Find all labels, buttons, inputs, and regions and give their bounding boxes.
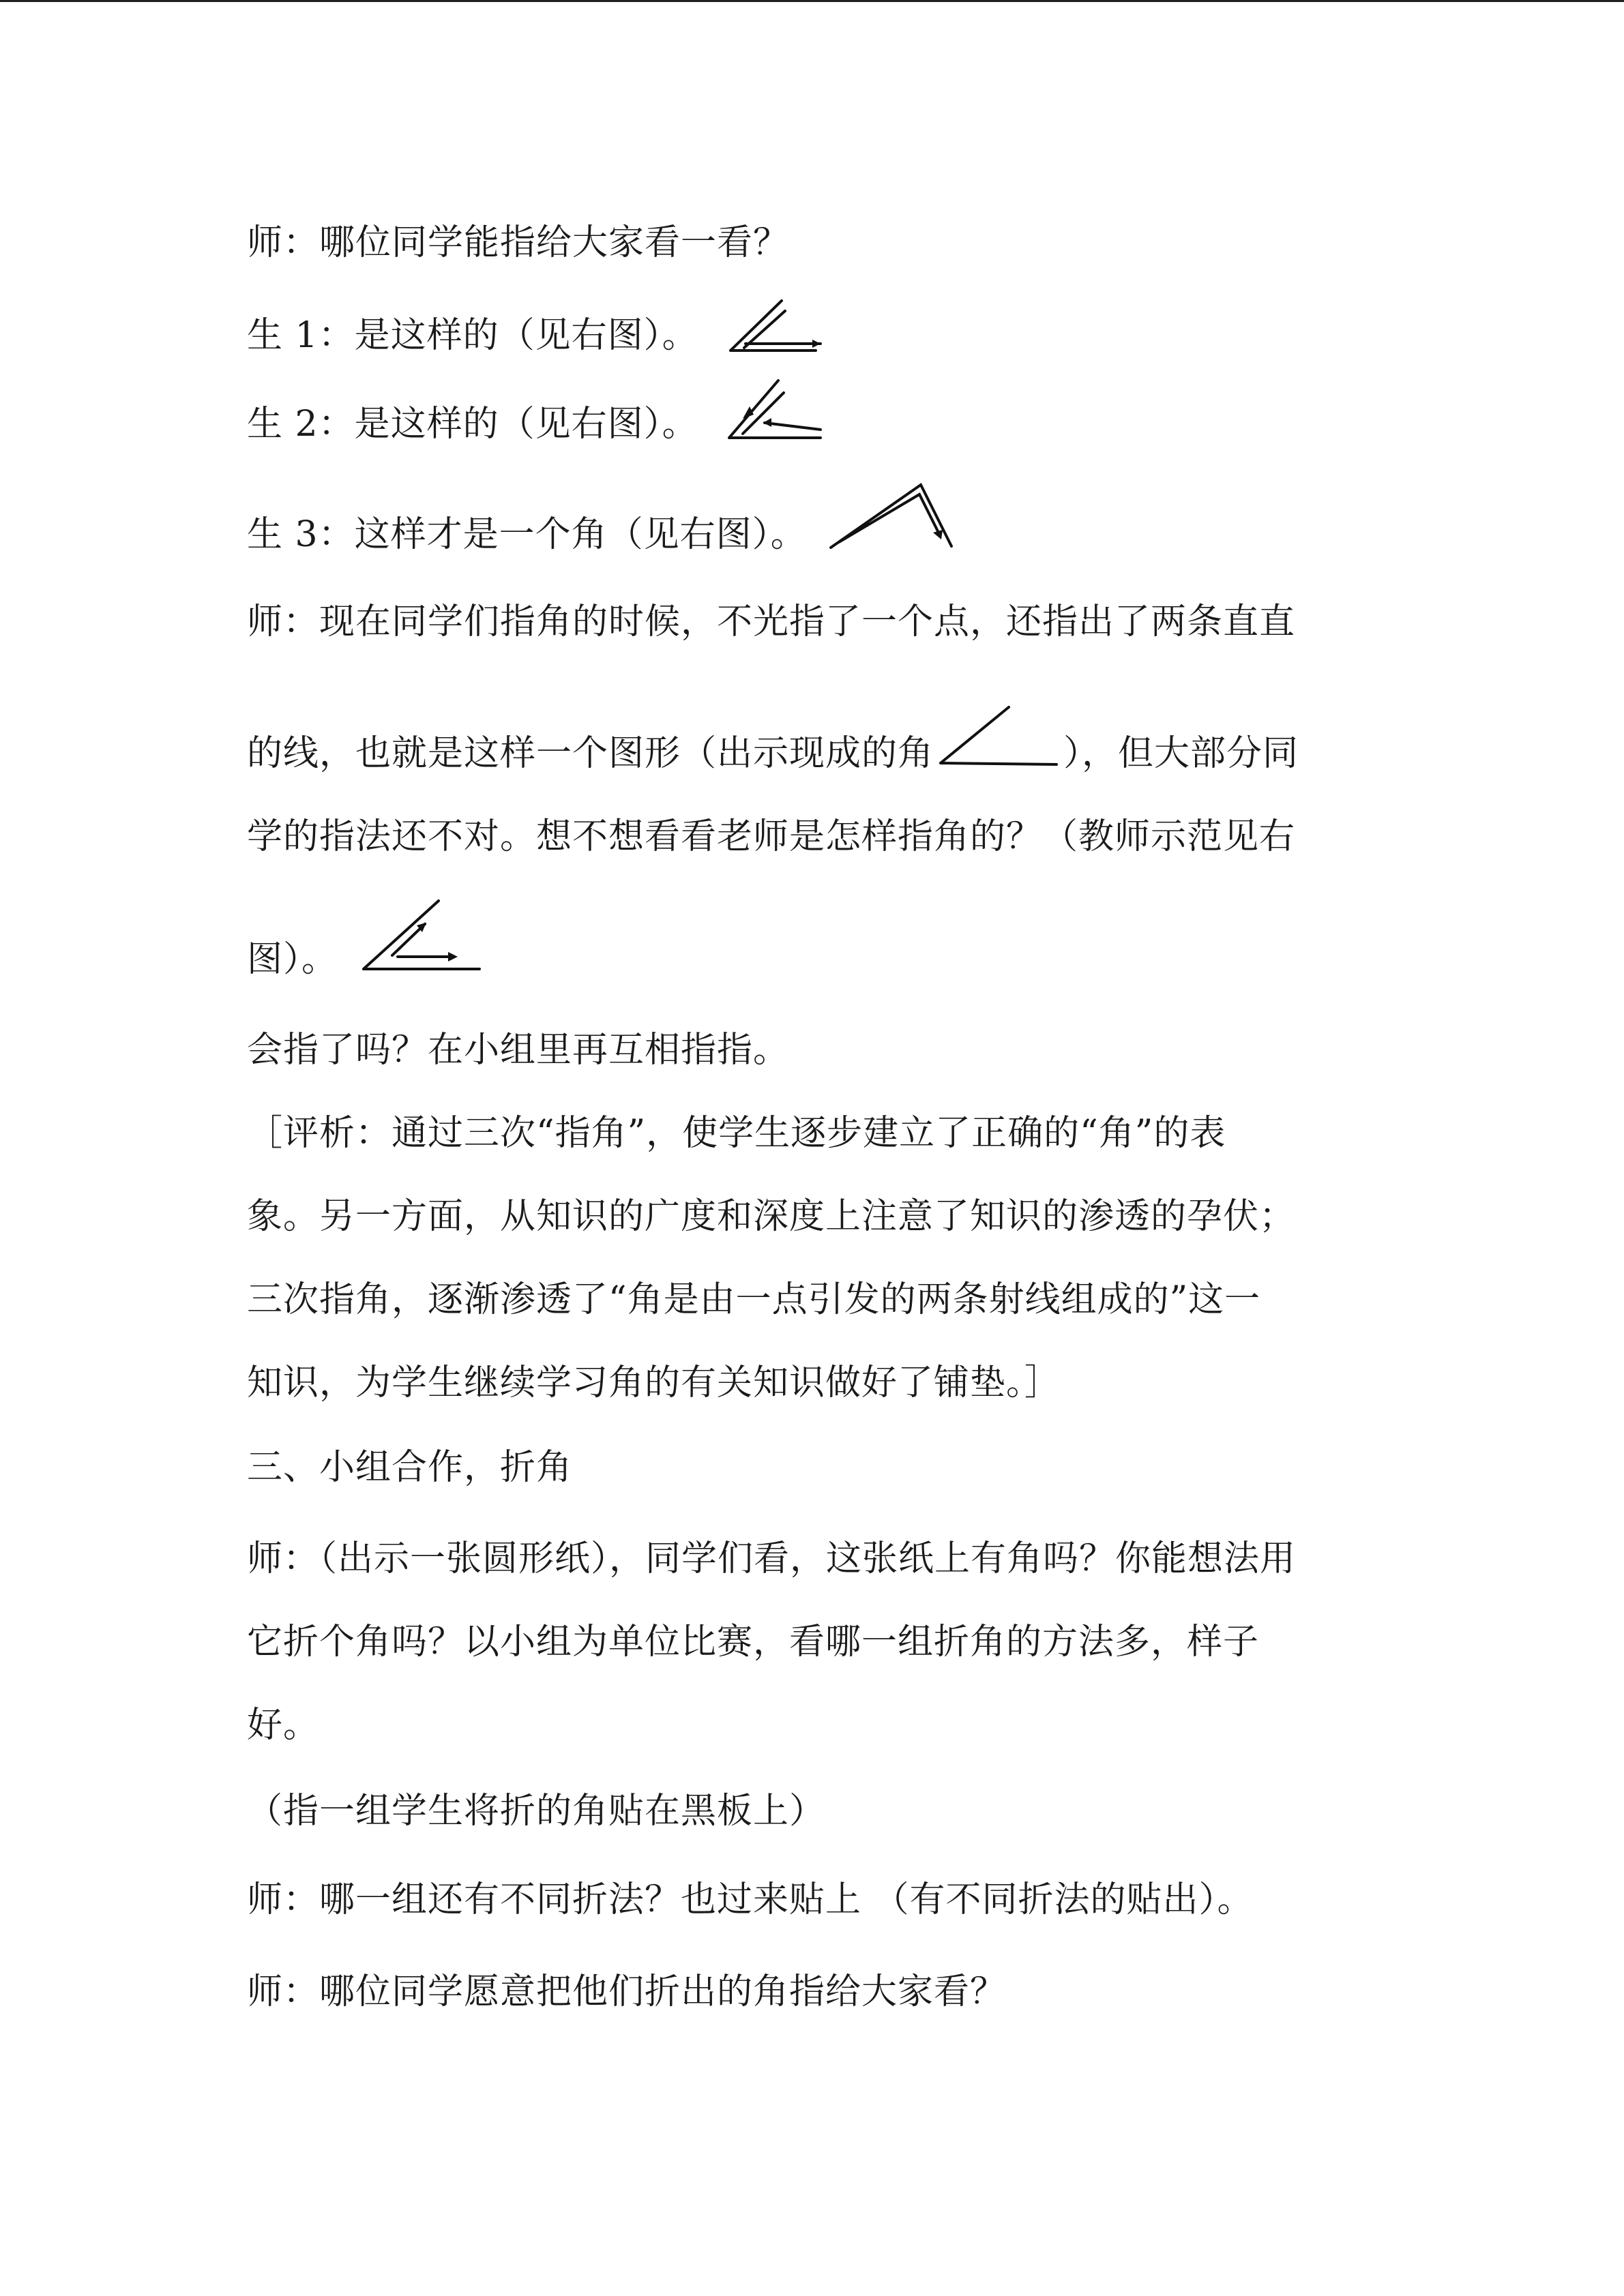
line-text: 它折个角吗？以小组为单位比赛，看哪一组折角的方法多，样子 [247,1622,1260,1663]
text-line [247,1878,1254,1922]
line-text: （指一组学生将折的角贴在黑板上） [247,1791,826,1832]
text-line [247,1278,1260,1322]
section-heading [247,1446,572,1489]
line-text: ［评析：通过三次“指角”，使学生逐步建立了正确的“角”的表 [247,1113,1226,1154]
text-line [247,1703,319,1747]
text-line [247,1970,1006,2014]
line-text: 师：哪一组还有不同折法？也过来贴上 （有不同折法的贴出）。 [247,1879,1254,1920]
line-text: 生 1：是这样的（见右图）。 [247,315,698,356]
line-text: 生 3：这样才是一个角（见右图）。 [247,514,807,555]
text-line [247,402,833,447]
line-text: 三、小组合作，折角 [247,1447,573,1488]
text-line [247,221,789,265]
text-line [247,1537,1296,1581]
ready-made-angle-figure [934,702,1063,777]
line-text: 会指了吗？在小组里再互相指指。 [247,1030,790,1071]
line-text: 师：现在同学们指角的时候，不光指了一个点，还指出了两条直直 [247,601,1296,642]
line-text: 生 2：是这样的（见右图）。 [247,404,698,445]
text-line [247,815,1295,859]
text-line [247,1620,1259,1664]
angle-figure-teacher-demo [357,894,486,976]
text-line [247,1789,825,1833]
text-line [247,513,955,556]
angle-figure-student-2 [724,372,833,447]
line-text: 学的指法还不对。想不想看看老师是怎样指角的？（教师示范见右 [247,816,1296,857]
line-text: 好。 [247,1705,320,1746]
line-text: 知识，为学生继续学习角的有关知识做好了铺垫。］ [247,1362,1061,1403]
text-line [247,1195,1295,1238]
line-text: 师：哪位同学愿意把他们折出的角指给大家看？ [247,1971,1007,2012]
text-line [247,938,486,981]
line-text: 图）。 [247,939,338,980]
line-text: 的线，也就是这样一个图形（出示现成的角 [247,733,934,774]
text-line [247,1361,1061,1405]
line-text: ），但大部分同 [1063,733,1299,774]
angle-figure-student-1 [724,290,833,359]
line-text: 三次指角，逐渐渗透了“角是由一点引发的两条射线组成的”这一 [247,1279,1261,1320]
text-line [247,1112,1226,1155]
text-line [247,600,1295,644]
text-line [247,314,833,359]
page-top-border [0,0,1624,2]
text-line [247,732,1299,777]
line-text: 师：哪位同学能指给大家看一看？ [247,222,790,263]
line-text: 师：（出示一张圆形纸），同学们看，这张纸上有角吗？你能想法用 [247,1538,1297,1579]
text-line [247,1028,789,1072]
line-text: 象。另一方面，从知识的广度和深度上注意了知识的渗透的孕伏； [247,1196,1296,1237]
angle-figure-student-3 [825,479,955,554]
